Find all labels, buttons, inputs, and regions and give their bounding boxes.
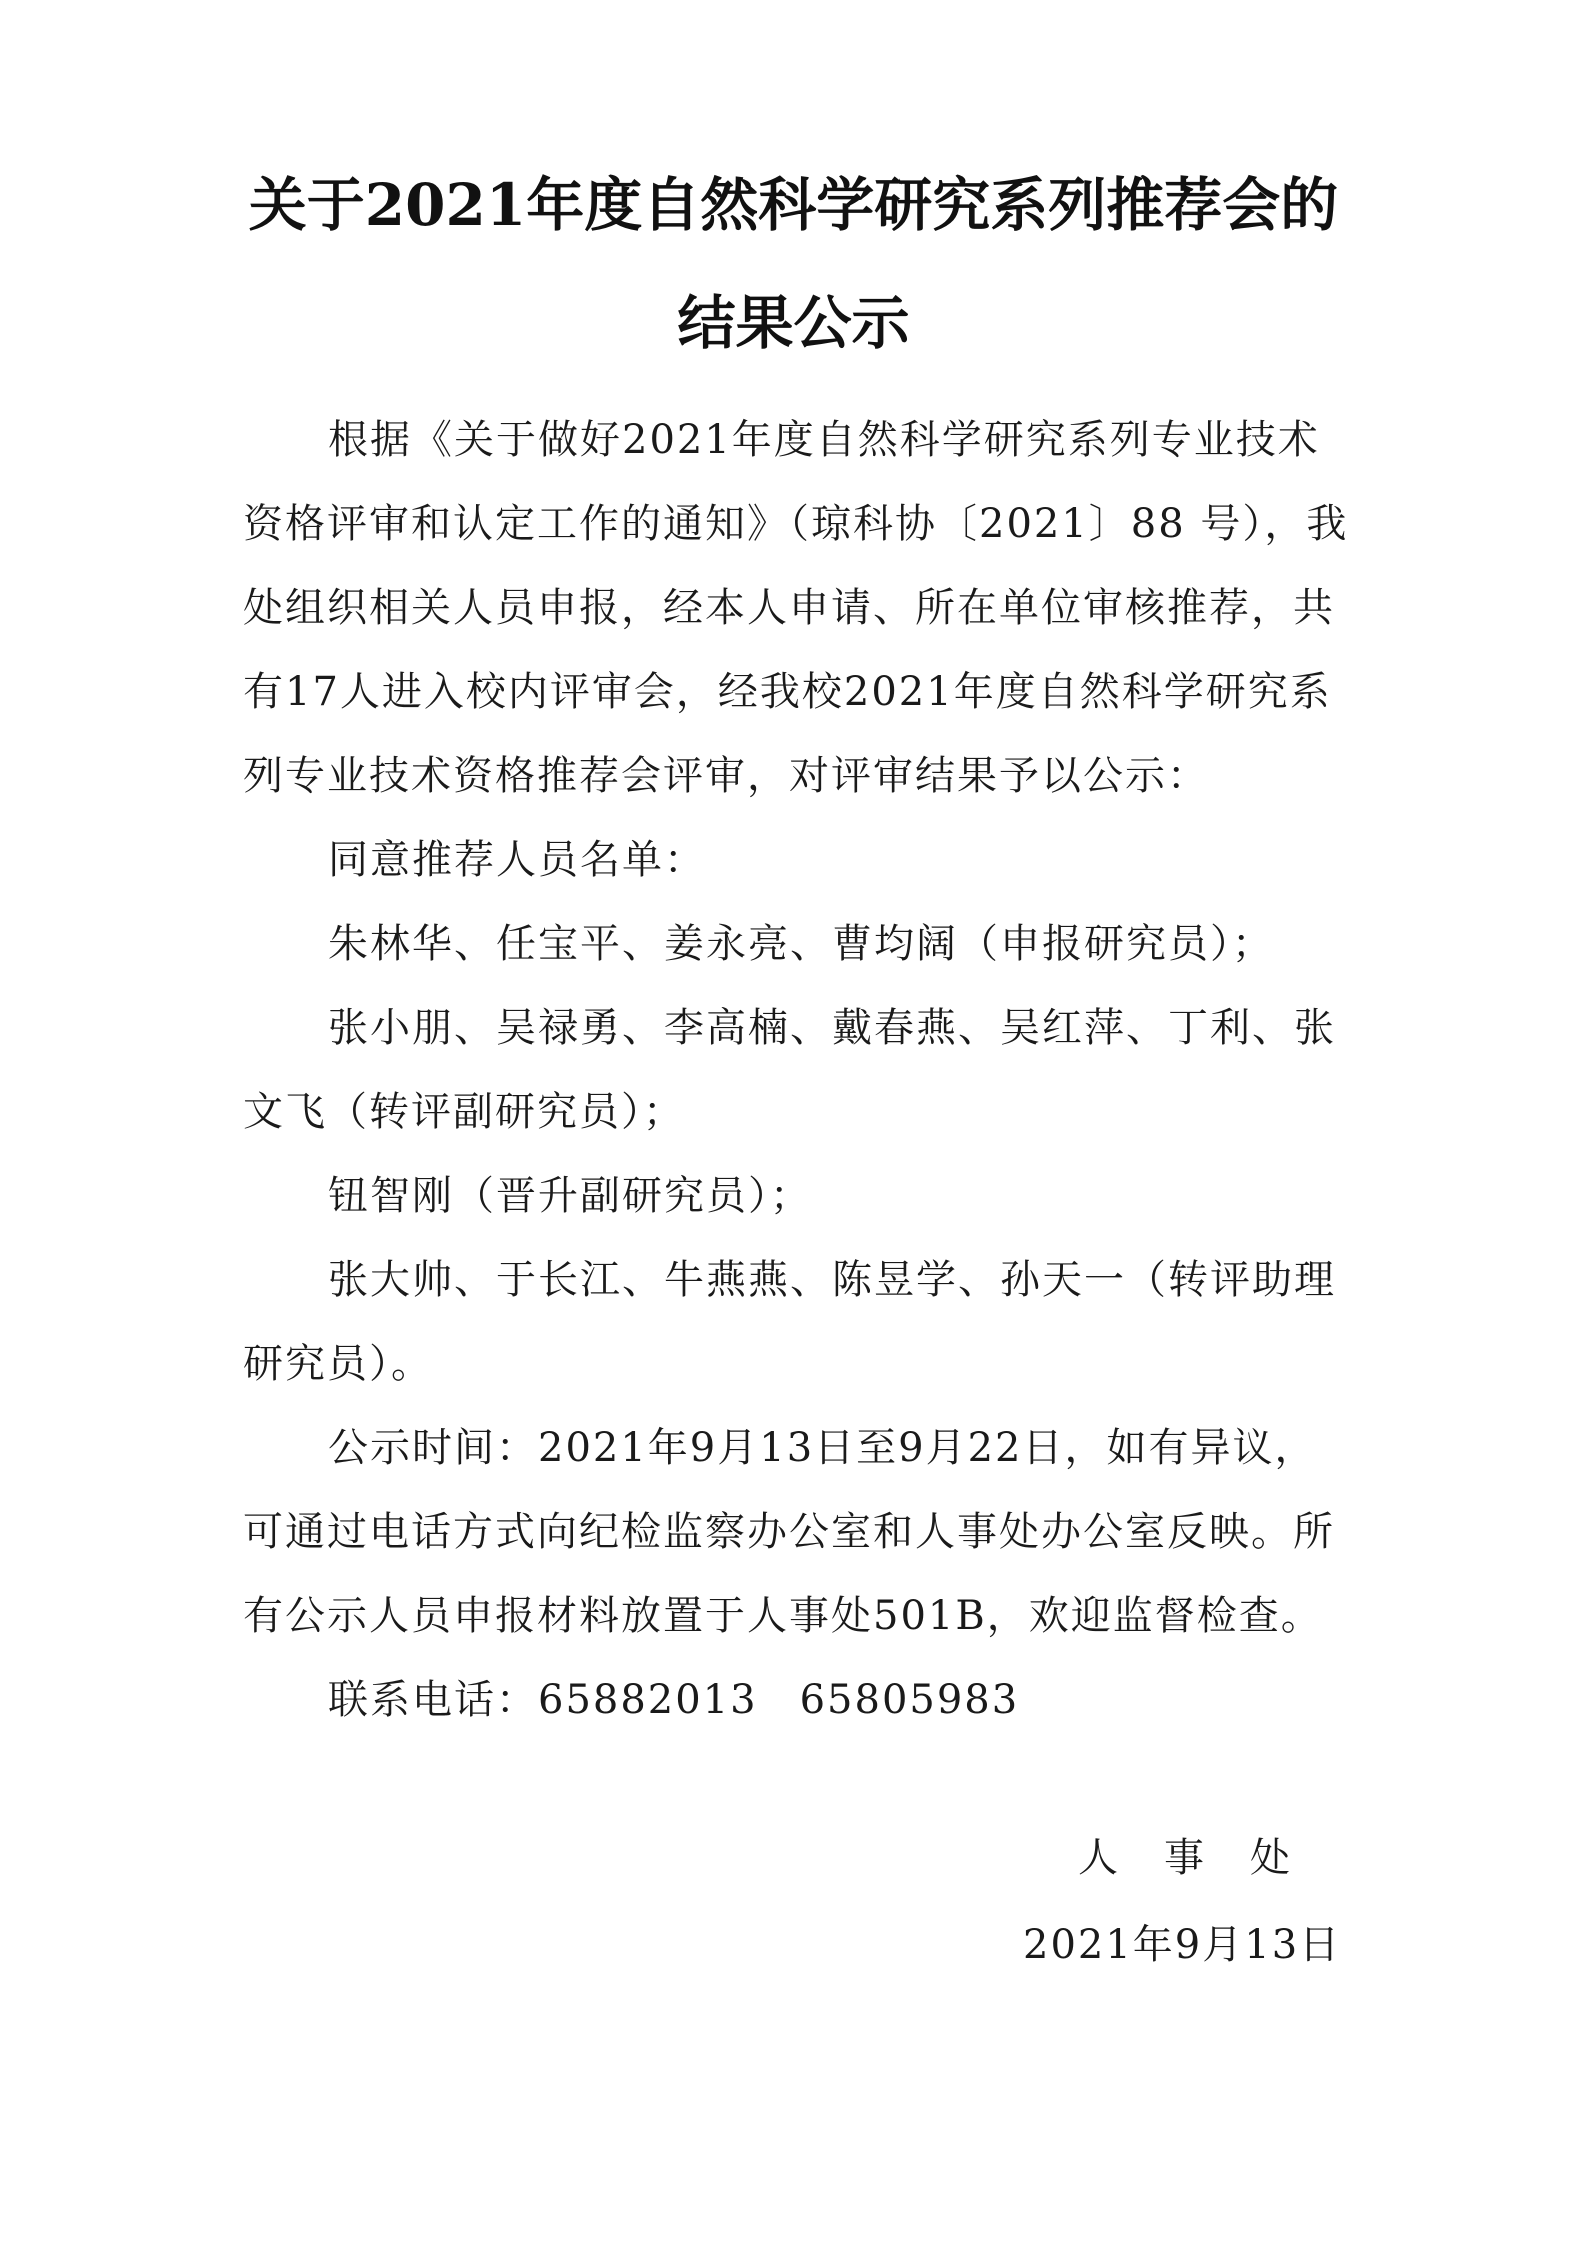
paragraph-promote-associate: 钮智刚（晋升副研究员）；: [328, 1173, 812, 1219]
paragraph-researchers: 朱林华、任宝平、姜永亮、曹均阔（申报研究员）；: [328, 921, 1274, 967]
paragraph-notice-period: 公示时间：2021年9月13日至9月22日，如有异议，可通过电话方式向纪检监察办公室和人事处办公室反映。所有公示人员申报材料放置于人事处501B，欢迎监督检查。: [243, 1425, 1335, 1639]
document-body: [243, 398, 1350, 1742]
paragraph-list-heading: 同意推荐人员名单：: [328, 837, 706, 883]
signature-office: 人事处: [1078, 1835, 1336, 1881]
paragraph-contact: 联系电话：65882013 65805983: [328, 1677, 1020, 1723]
signature-date: 2021年9月13日: [1023, 1922, 1342, 1968]
document-title-line1: 关于2021年度自然科学研究系列推荐会的: [248, 171, 1339, 239]
paragraph-transfer-associate: 张小朋、吴禄勇、李高楠、戴春燕、吴红萍、丁利、张文飞（转评副研究员）；: [243, 1005, 1336, 1135]
paragraph-intro: 根据《关于做好2021年度自然科学研究系列专业技术资格评审和认定工作的通知》（琼科协〔2021〕88 号），我处组织相关人员申报，经本人申请、所在单位审核推荐，共有17人进入校内评审会，经我校2021年度自然科学研究系列专业技术资格推荐会评审，对评审结果予以公示：: [243, 417, 1349, 799]
paragraph-transfer-assistant: 张大帅、于长江、牛燕燕、陈昱学、孙天一（转评助理研究员）。: [243, 1257, 1336, 1387]
document-title-line2: 结果公示: [677, 289, 910, 357]
